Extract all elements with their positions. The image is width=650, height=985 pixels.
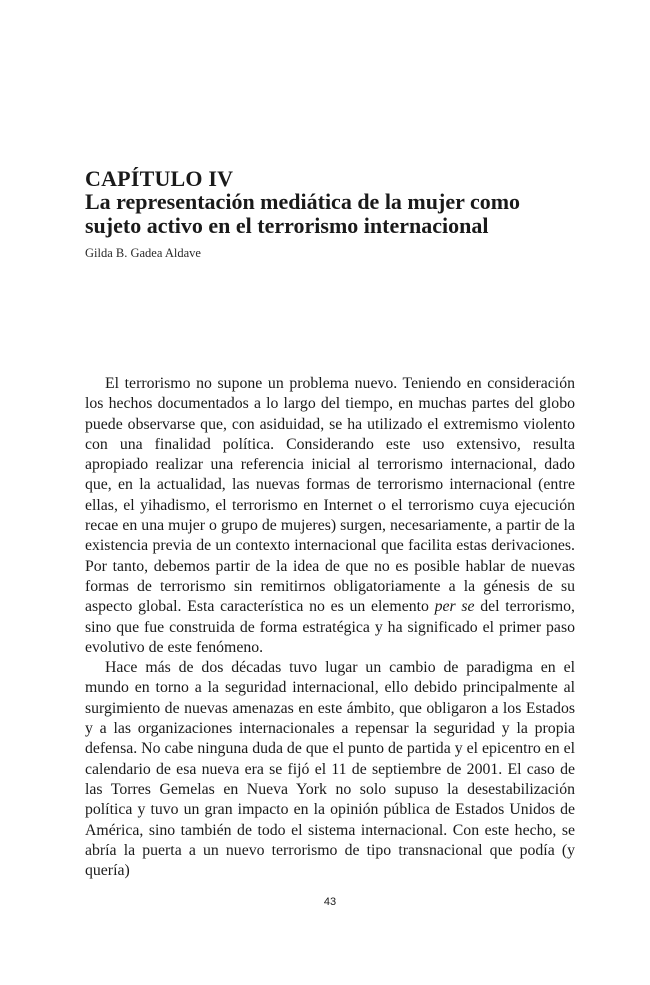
chapter-author: Gilda B. Gadea Aldave [85,246,201,260]
page-number: 43 [323,896,337,908]
paragraph-1 [85,374,575,658]
paragraph-2: Hace más de dos décadas tuvo lugar un cambio de paradigma en el mundo en torno a la seguridad internacional, ello debido principalmente al surgimiento de nuevas amenazas en este ámbito, que obligaron a los Estados y a las organizaciones internacionales a repensar la seguridad y la propia defensa. No cabe ninguna duda de que el punto de partida y el epicentro en el calendario de esa nueva era se fijó el 11 de septiembre de 2001. El caso de las Torres Gemelas en Nueva York no solo supuso la desestabilización política y tuvo un gran impacto en la opinión pública de Estados Unidos de América, sino también de todo el sistema internacional. Con este hecho, se abría la puerta a un nuevo terrorismo de tipo transnacional que podía (y quería) [85,659,575,880]
chapter-label: CAPÍTULO IV [85,166,234,191]
book-page [85,0,575,985]
paragraph-1-text-b: del terrorismo, sino que fue construida de forma estratégica y ha significado el primer paso evolutivo de este fenómeno. [85,598,576,656]
chapter-title: La representación mediática de la mujer como sujeto activo en el terrorismo internacional [85,189,521,238]
paragraph-1-emphasis: per se [434,598,475,616]
paragraph-1-text-a: El terrorismo no supone un problema nuevo. Teniendo en consideración los hechos documentados a lo largo del tiempo, en muchas partes del globo puede observarse que, con asiduidad, se ha utilizado el extremismo violento con una finalidad política. Considerando este uso extensivo, resulta apropiado realizar una referencia inicial al terrorismo internacional, dado que, en la actualidad, las nuevas formas de terrorismo internacional (entre ellas, el yihadismo, el terrorismo en Internet o el terrorismo cuya ejecución recae en una mujer o grupo de mujeres) surgen, necesariamente, a partir de la existencia previa de un contexto internacional que facilita estas derivaciones. Por tanto, debemos partir de la idea de que no es posible hablar de nuevas formas de terrorismo sin remitirnos obligatoriamente a la génesis de su aspecto global. Esta característica no es un elemento [85,375,575,616]
body-text [85,374,575,881]
